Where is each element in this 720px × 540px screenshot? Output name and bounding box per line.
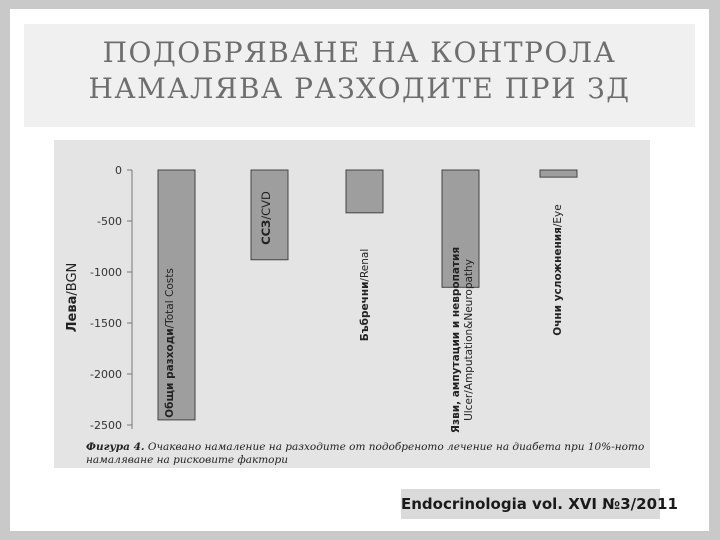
- slide-title-line-2: НАМАЛЯВА РАЗХОДИТЕ ПРИ ЗД: [88, 72, 631, 105]
- y-tick-label: -1000: [90, 266, 122, 279]
- figure-caption: [86, 441, 656, 467]
- y-tick-label: -1500: [90, 317, 122, 330]
- category-label-line-2: Ulcer/Amputation&Neuropathy: [463, 259, 475, 421]
- chart-figure: [54, 140, 650, 468]
- caption-text: Очаквано намаление на разходите от подобреното лечение на диабета при 10%-ното намаляване на рисковите фактори: [86, 441, 645, 466]
- bar-chart: [54, 140, 650, 468]
- category-label: Общи разходи/Total Costs: [164, 268, 176, 418]
- y-axis-title: Лева/BGN: [65, 262, 80, 333]
- category-label: Очни усложнения/Eye: [552, 204, 564, 336]
- y-tick-label: -2500: [90, 419, 122, 432]
- category-label: Язви, ампутации и невропатия: [450, 246, 462, 434]
- category-label: ССЗ/CVD: [259, 191, 273, 245]
- y-tick-label: 0: [115, 164, 122, 177]
- title-band: [24, 24, 695, 127]
- bar: [540, 170, 577, 177]
- slide-title-line-1: ПОДОБРЯВАНЕ НА КОНТРОЛА: [102, 36, 617, 69]
- y-tick-label: -2000: [90, 368, 122, 381]
- bar: [346, 170, 383, 213]
- category-label: Бъбречни/Renal: [359, 248, 371, 342]
- caption-label: Фигура 4.: [86, 441, 145, 453]
- slide-title: [24, 35, 695, 107]
- y-tick-label: -500: [97, 215, 122, 228]
- source-citation: Endocrinologia vol. XVI №3/2011: [401, 489, 660, 519]
